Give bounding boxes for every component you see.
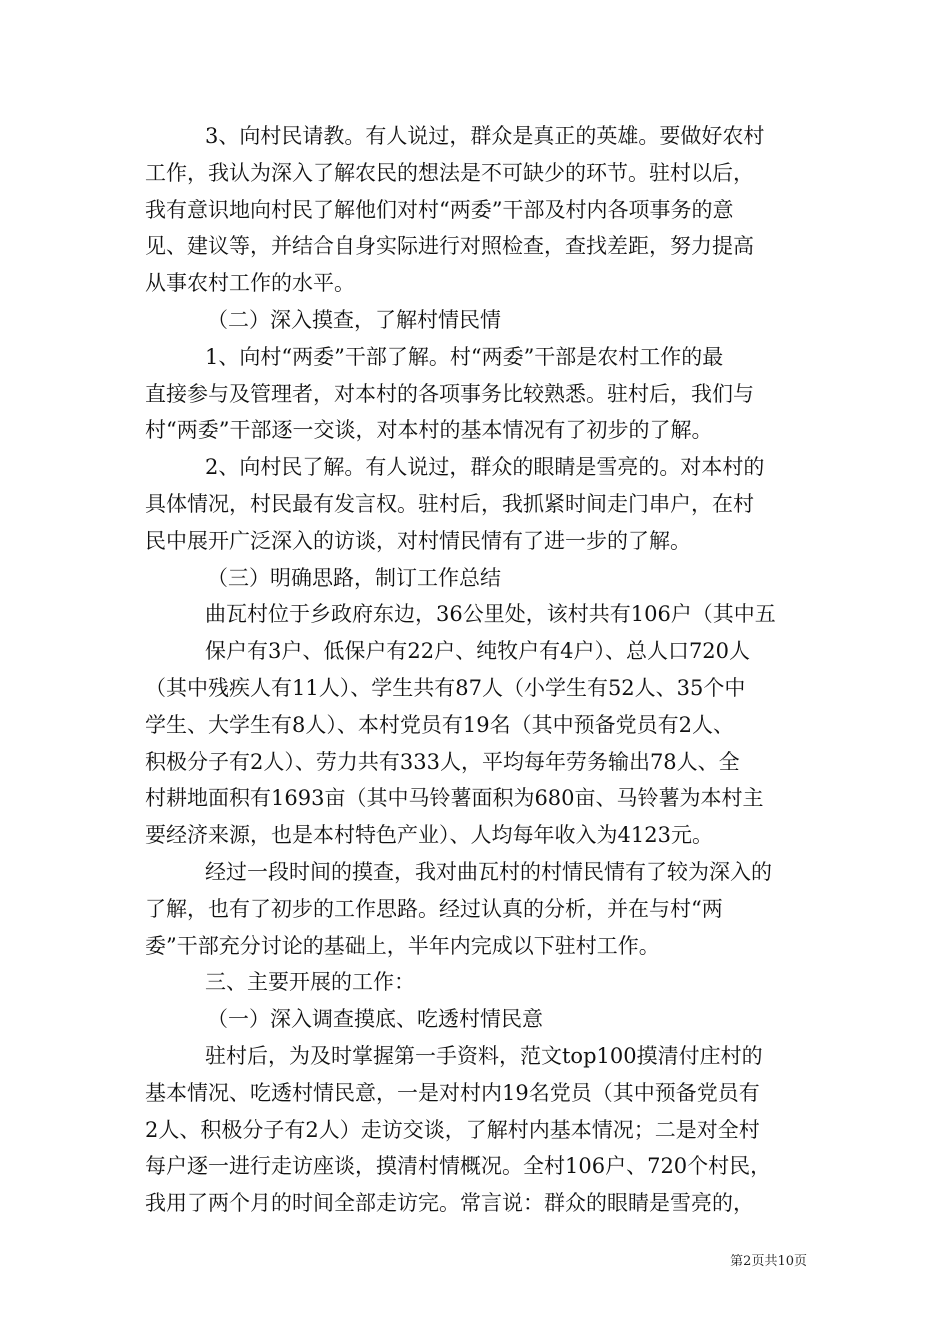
paragraph-line: 具体情况，村民最有发言权。驻村后，我抓紧时间走门串户，在村 <box>145 491 754 516</box>
section-heading: （一）深入调查摸底、吃透村情民意 <box>207 1007 543 1032</box>
section-heading: 三、主要开展的工作： <box>205 970 415 995</box>
paragraph-line: 直接参与及管理者，对本村的各项事务比较熟悉。驻村后，我们与 <box>145 381 754 406</box>
paragraph-line: 我用了两个月的时间全部走访完。常言说：群众的眼睛是雪亮的， <box>145 1191 754 1216</box>
page-number: 第2页共10页 <box>730 1254 807 1269</box>
paragraph-line: 工作，我认为深入了解农民的想法是不可缺少的环节。驻村以后， <box>145 160 754 185</box>
paragraph-line: 每户逐一进行走访座谈，摸清村情概况。全村106户、720个村民， <box>145 1154 772 1179</box>
paragraph-line: 1、向村“两委”干部了解。村“两委”干部是农村工作的最 <box>205 344 724 369</box>
paragraph-line: 要经济来源，也是本村特色产业）、人均每年收入为4123元。 <box>145 823 713 848</box>
paragraph-line: 学生、大学生有8人）、本村党员有19名（其中预备党员有2人、 <box>145 712 734 737</box>
paragraph-line: 委”干部充分讨论的基础上，半年内完成以下驻村工作。 <box>145 933 660 958</box>
paragraph-line: 积极分子有2人）、劳力共有333人，平均每年劳务输出78人、全 <box>145 749 740 774</box>
paragraph-line: 驻村后，为及时掌握第一手资料，范文top100摸清付庄村的 <box>205 1043 763 1068</box>
paragraph-line: 村耕地面积有1693亩（其中马铃薯面积为680亩、马铃薯为本村主 <box>145 786 764 811</box>
paragraph-line: （其中残疾人有11人）、学生共有87人（小学生有52人、35个中 <box>145 675 746 700</box>
paragraph-line: 民中展开广泛深入的访谈，对村情民情有了进一步的了解。 <box>145 528 691 553</box>
paragraph-line: 曲瓦村位于乡政府东边，36公里处，该村共有106户（其中五 <box>205 602 776 627</box>
paragraph-line: 基本情况、吃透村情民意，一是对村内19名党员（其中预备党员有 <box>145 1080 760 1105</box>
paragraph-line: 我有意识地向村民了解他们对村“两委”干部及村内各项事务的意 <box>145 197 734 222</box>
paragraph-line: 了解，也有了初步的工作思路。经过认真的分析，并在与村“两 <box>145 896 723 921</box>
paragraph-line: 2人、积极分子有2人）走访交谈，了解村内基本情况；二是对全村 <box>145 1117 760 1142</box>
document-body <box>145 118 810 1222</box>
paragraph-line: 经过一段时间的摸查，我对曲瓦村的村情民情有了较为深入的 <box>205 859 772 884</box>
paragraph-line: 保户有3户、低保户有22户、纯牧户有4户）、总人口720人 <box>205 639 751 664</box>
paragraph-line: 3、向村民请教。有人说过，群众是真正的英雄。要做好农村 <box>205 124 765 148</box>
paragraph-line: 村“两委”干部逐一交谈，对本村的基本情况有了初步的了解。 <box>145 418 713 443</box>
section-heading: （三）明确思路，制订工作总结 <box>207 565 501 590</box>
paragraph-line: 从事农村工作的水平。 <box>145 271 355 296</box>
paragraph-line: 见、建议等，并结合自身实际进行对照检查，查找差距，努力提高 <box>145 234 754 259</box>
paragraph-line: 2、向村民了解。有人说过，群众的眼睛是雪亮的。对本村的 <box>205 455 765 480</box>
section-heading: （二）深入摸查，了解村情民情 <box>207 307 501 332</box>
